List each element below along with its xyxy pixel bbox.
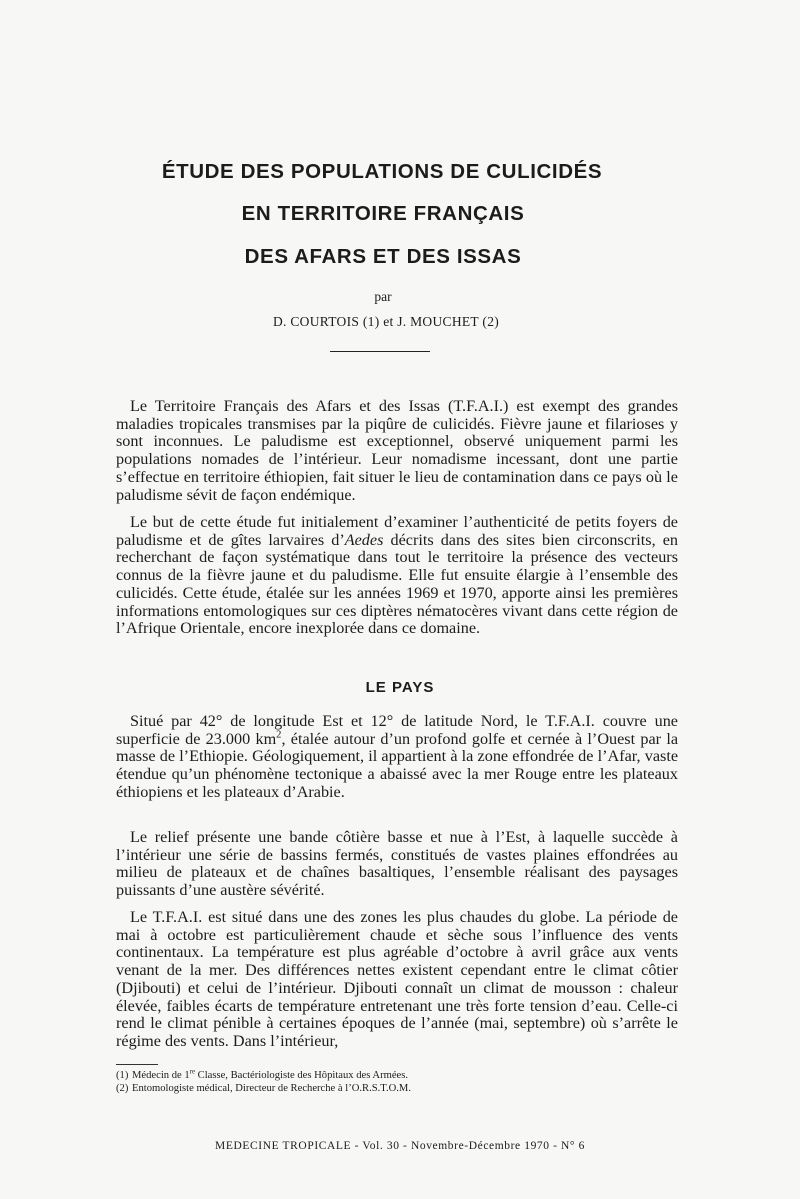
relief-paragraph — [116, 829, 678, 900]
section-heading: LE PAYS — [365, 679, 435, 696]
journal-footer: MEDECINE TROPICALE - Vol. 30 - Novembre-Décembre 1970 - N° 6 — [215, 1140, 585, 1152]
paragraph-text: Le T.F.A.I. est situé dans une des zones les plus chaudes du globe. La période de mai à octobre est particulièrement chaude et sèche sous l’influence des vents continentaux. La température est plus agréable d’octobre à avril grâce aux vents venant de la mer. Des différences nettes existent cependant entre le climat côtier (Djibouti) et celui de l’intérieur. Djibouti connaît un climat de mousson : chaleur élevée, faibles écarts de température entretenant une très forte tension d’eau. Celle-ci rend le climat pénible à certaines époques de l’année (mai, septembre) où s’arrête le régime des vents. Dans l’intérieur, — [116, 908, 678, 1050]
footnotes — [116, 1070, 676, 1096]
paragraph-text — [116, 713, 678, 802]
footnote-2 — [116, 1083, 676, 1096]
climat-paragraph — [116, 909, 678, 1051]
footnote-1 — [116, 1070, 676, 1083]
paragraph-text-after: décrits dans des sites bien circonscrits, en recherchant de façon systématique dans tout le territoire la présence des vecteurs connus de la fièvre jaune et du paludisme. Elle fut ensuite élargie à l’ensemble des culicidés. Cette étude, étalée sur les années 1969 et 1970, apporte ainsi les premières informations entomologiques sur ces diptères nématocères vivant dans cette région de l’Afrique Orientale, encore inexplorée dans ce domaine. — [116, 530, 678, 638]
footnote-text-after: Classe, Bactériologiste des Hôpitaux des Armées. — [195, 1070, 409, 1081]
intro-paragraph-1 — [116, 398, 678, 504]
title-line-2: EN TERRITOIRE FRANÇAIS — [241, 202, 525, 225]
footnote-text: Entomologiste médical, Directeur de Recherche à l’O.R.S.T.O.M. — [132, 1082, 411, 1094]
title-divider — [330, 351, 430, 352]
superscript: re — [189, 1068, 195, 1076]
paragraph-text-before: Le but de cette étude fut initialement d’examiner l’authenticité de petits foyers de paludisme et de gîtes larvaires d’ — [116, 513, 678, 549]
paragraph-text: Le Territoire Français des Afars et des Issas (T.F.A.I.) est exempt des grandes maladies tropicales transmises par la piqûre de culicidés. Fièvre jaune et filarioses y sont inconnues. Le paludisme est exceptionnel, observé uniquement parmi les populations nomades de l’intérieur. Leur nomadisme incessant, dont une partie s’effectue en territoire éthiopien, fait situer le lieu de contamination dans ce pays où le paludisme sévit de façon endémique. — [116, 397, 678, 504]
genus-name-italic: Aedes — [344, 530, 384, 549]
paragraph-text-before: Situé par 42° de longitude Est et 12° de latitude Nord, le T.F.A.I. couvre une superficie de 23.000 km — [116, 712, 678, 748]
superscript: 2 — [276, 729, 282, 741]
byline-authors: D. COURTOIS (1) et J. MOUCHET (2) — [272, 314, 500, 329]
byline-par: par — [374, 289, 392, 304]
paragraph-text-after: , étalée autour d’un profond golfe et cernée à l’Ouest par la masse de l’Ethiopie. Géologiquement, il appartient à la zone effondrée de l’Afar, vaste étendue qu’un phénomène tectonique a abaissé avec la mer Rouge entre les plateaux éthiopiens et les plateaux d’Arabie. — [116, 729, 679, 801]
pays-paragraph — [116, 713, 678, 802]
paragraph-text: Le relief présente une bande côtière basse et nue à l’Est, à laquelle succède à l’intérieur une série de bassins fermés, constitués de vastes plaines effondrées au milieu de plateaux et de chaînes basaltiques, l’ensemble réalisant des paysages puissants d’une austère sévérité. — [116, 828, 678, 900]
paragraph-text — [116, 514, 678, 638]
title-line-1: ÉTUDE DES POPULATIONS DE CULICIDÉS — [161, 160, 603, 183]
footnote-number: (1) — [116, 1070, 129, 1081]
footnote-number: (2) — [116, 1082, 129, 1094]
footnote-divider — [116, 1064, 158, 1065]
title-line-3: DES AFARS ET DES ISSAS — [244, 245, 522, 268]
intro-paragraph-2 — [116, 514, 678, 638]
footnote-text: Médecin de 1 — [132, 1070, 190, 1081]
